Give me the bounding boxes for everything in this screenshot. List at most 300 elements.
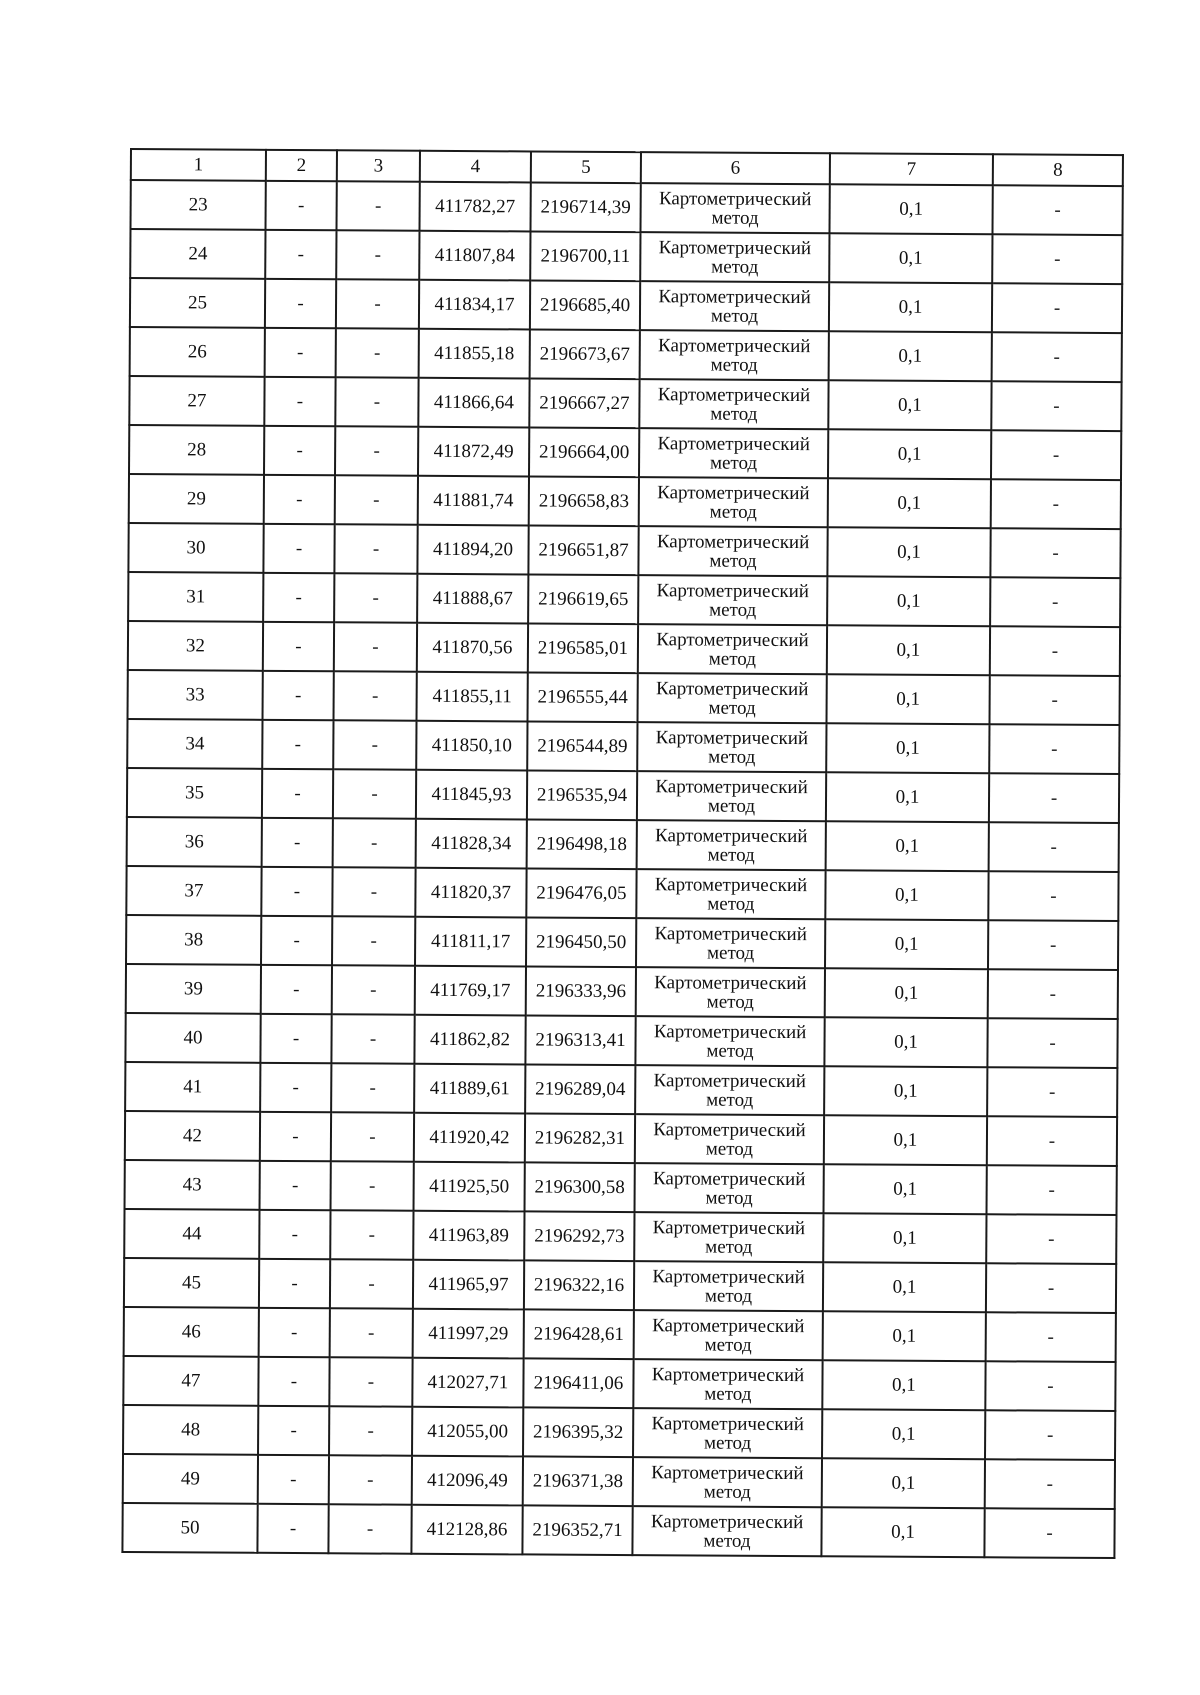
point-number-cell: 24 bbox=[130, 229, 265, 279]
x-coordinate-cell: 411894,20 bbox=[417, 525, 528, 575]
x-coordinate-cell: 411807,84 bbox=[419, 231, 530, 281]
column-8-cell: - bbox=[987, 1067, 1117, 1117]
accuracy-cell: 0,1 bbox=[829, 331, 992, 381]
method-line-2: метод bbox=[711, 256, 759, 278]
method-line-1: Картометрический bbox=[654, 972, 807, 995]
y-coordinate-cell: 2196714,39 bbox=[530, 182, 640, 232]
column-8-cell: - bbox=[991, 381, 1121, 431]
x-coordinate-cell: 411872,49 bbox=[418, 427, 529, 477]
method-line-1: Картометрический bbox=[657, 384, 811, 407]
column-8-cell: - bbox=[989, 724, 1119, 774]
point-number-cell: 45 bbox=[124, 1258, 259, 1308]
point-number-cell: 41 bbox=[125, 1062, 260, 1112]
point-number-cell: 48 bbox=[123, 1405, 258, 1455]
accuracy-cell: 0,1 bbox=[823, 1311, 986, 1361]
column-2-cell: - bbox=[262, 769, 333, 818]
y-coordinate-cell: 2196535,94 bbox=[527, 770, 637, 820]
column-2-cell: - bbox=[266, 181, 337, 230]
method-cell bbox=[638, 673, 827, 723]
y-coordinate-cell: 2196685,40 bbox=[530, 280, 640, 330]
method-line-1: Картометрический bbox=[655, 727, 809, 750]
table-row bbox=[127, 817, 1119, 872]
method-line-2: метод bbox=[704, 1334, 752, 1356]
column-3-cell: - bbox=[332, 965, 415, 1015]
point-number-cell: 44 bbox=[124, 1209, 259, 1259]
method-line-2: метод bbox=[708, 697, 756, 719]
method-cell bbox=[634, 1310, 823, 1360]
method-cell bbox=[636, 869, 825, 919]
method-line-2: метод bbox=[703, 1530, 751, 1552]
method-line-1: Картометрический bbox=[654, 874, 808, 897]
column-8-cell: - bbox=[989, 773, 1119, 823]
y-coordinate-cell: 2196658,83 bbox=[529, 476, 639, 526]
column-8-cell: - bbox=[990, 577, 1120, 627]
accuracy-cell: 0,1 bbox=[822, 1360, 985, 1410]
method-line-2: метод bbox=[709, 501, 757, 523]
header-cell-4: 4 bbox=[420, 151, 531, 183]
column-8-cell: - bbox=[984, 1508, 1114, 1558]
table-row bbox=[131, 180, 1123, 235]
column-3-cell: - bbox=[336, 279, 419, 329]
method-line-2: метод bbox=[706, 991, 754, 1013]
column-2-cell: - bbox=[263, 524, 334, 573]
method-line-2: метод bbox=[704, 1285, 753, 1307]
method-line-1: Картометрический bbox=[653, 1021, 807, 1044]
point-number-cell: 39 bbox=[126, 964, 261, 1014]
x-coordinate-cell: 411866,64 bbox=[418, 378, 529, 428]
table-row bbox=[126, 964, 1118, 1019]
method-line-2: метод bbox=[707, 795, 756, 817]
column-3-cell: - bbox=[329, 1406, 412, 1456]
method-line-2: метод bbox=[705, 1236, 753, 1258]
column-3-cell: - bbox=[331, 1161, 414, 1211]
x-coordinate-cell: 411782,27 bbox=[419, 182, 530, 232]
column-2-cell: - bbox=[261, 965, 332, 1014]
method-line-2: метод bbox=[703, 1481, 751, 1503]
accuracy-cell: 0,1 bbox=[821, 1507, 984, 1557]
header-cell-7: 7 bbox=[830, 153, 993, 185]
point-number-cell: 29 bbox=[129, 474, 264, 524]
point-number-cell: 47 bbox=[123, 1356, 258, 1406]
accuracy-cell: 0,1 bbox=[828, 380, 991, 430]
method-line-1: Картометрический bbox=[657, 482, 810, 505]
point-number-cell: 28 bbox=[129, 425, 264, 475]
column-2-cell: - bbox=[264, 426, 335, 475]
y-coordinate-cell: 2196289,04 bbox=[525, 1064, 635, 1114]
x-coordinate-cell: 411963,89 bbox=[413, 1211, 524, 1261]
point-number-cell: 30 bbox=[128, 523, 263, 573]
column-2-cell: - bbox=[263, 671, 334, 720]
method-line-1: Картометрический bbox=[658, 188, 812, 211]
method-line-1: Картометрический bbox=[652, 1315, 805, 1338]
x-coordinate-cell: 412027,71 bbox=[412, 1358, 523, 1408]
method-cell bbox=[639, 379, 828, 429]
header-cell-6: 6 bbox=[641, 152, 830, 184]
accuracy-cell: 0,1 bbox=[827, 576, 990, 626]
accuracy-cell: 0,1 bbox=[829, 282, 992, 332]
method-cell bbox=[634, 1212, 823, 1262]
method-line-1: Картометрический bbox=[653, 1119, 806, 1142]
x-coordinate-cell: 411881,74 bbox=[418, 476, 529, 526]
x-coordinate-cell: 411888,67 bbox=[417, 574, 528, 624]
method-line-1: Картометрический bbox=[658, 335, 811, 358]
column-2-cell: - bbox=[263, 573, 334, 622]
method-cell bbox=[633, 1457, 822, 1507]
method-cell bbox=[640, 281, 829, 331]
accuracy-cell: 0,1 bbox=[827, 527, 990, 577]
table-row bbox=[125, 1111, 1117, 1166]
method-cell bbox=[639, 428, 828, 478]
column-8-cell: - bbox=[989, 822, 1119, 872]
method-cell bbox=[637, 722, 826, 772]
table-row bbox=[125, 1013, 1117, 1068]
x-coordinate-cell: 412096,49 bbox=[412, 1456, 523, 1506]
column-8-cell: - bbox=[988, 920, 1118, 970]
column-3-cell: - bbox=[334, 573, 417, 623]
column-8-cell: - bbox=[985, 1459, 1115, 1509]
y-coordinate-cell: 2196371,38 bbox=[523, 1456, 633, 1506]
method-line-1: Картометрический bbox=[654, 923, 807, 946]
header-cell-5: 5 bbox=[531, 151, 641, 183]
point-number-cell: 40 bbox=[125, 1013, 260, 1063]
method-cell bbox=[637, 820, 826, 870]
column-3-cell: - bbox=[330, 1308, 413, 1358]
column-3-cell: - bbox=[333, 769, 416, 819]
table-row bbox=[127, 768, 1119, 823]
method-line-2: метод bbox=[705, 1187, 753, 1209]
y-coordinate-cell: 2196673,67 bbox=[530, 329, 640, 379]
point-number-cell: 23 bbox=[131, 180, 266, 230]
header-cell-1: 1 bbox=[131, 149, 266, 181]
method-line-2: метод bbox=[704, 1383, 752, 1405]
point-number-cell: 25 bbox=[130, 278, 265, 328]
header-cell-2: 2 bbox=[266, 150, 337, 181]
column-3-cell: - bbox=[331, 1112, 414, 1162]
y-coordinate-cell: 2196544,89 bbox=[527, 721, 637, 771]
method-line-1: Картометрический bbox=[658, 286, 811, 309]
point-number-cell: 50 bbox=[122, 1503, 257, 1553]
column-2-cell: - bbox=[265, 279, 336, 328]
x-coordinate-cell: 411920,42 bbox=[414, 1113, 525, 1163]
point-number-cell: 34 bbox=[127, 719, 262, 769]
method-line-1: Картометрический bbox=[652, 1217, 806, 1240]
column-8-cell: - bbox=[990, 626, 1120, 676]
column-8-cell: - bbox=[985, 1410, 1115, 1460]
method-cell bbox=[636, 967, 825, 1017]
method-cell bbox=[636, 918, 825, 968]
point-number-cell: 35 bbox=[127, 768, 262, 818]
y-coordinate-cell: 2196700,11 bbox=[530, 231, 640, 281]
table-body bbox=[122, 149, 1123, 1558]
y-coordinate-cell: 2196322,16 bbox=[524, 1260, 634, 1310]
column-2-cell: - bbox=[260, 1161, 331, 1210]
table-row bbox=[123, 1356, 1115, 1411]
point-number-cell: 43 bbox=[125, 1160, 260, 1210]
column-3-cell: - bbox=[330, 1210, 413, 1260]
method-line-2: метод bbox=[706, 1089, 754, 1111]
column-3-cell: - bbox=[330, 1259, 413, 1309]
method-line-2: метод bbox=[709, 550, 757, 572]
table-row bbox=[128, 572, 1120, 627]
method-line-1: Картометрический bbox=[656, 629, 809, 652]
column-2-cell: - bbox=[262, 720, 333, 769]
column-3-cell: - bbox=[329, 1455, 412, 1505]
accuracy-cell: 0,1 bbox=[824, 1017, 987, 1067]
point-number-cell: 27 bbox=[129, 376, 264, 426]
method-cell bbox=[638, 624, 827, 674]
column-2-cell: - bbox=[261, 867, 332, 916]
y-coordinate-cell: 2196619,65 bbox=[528, 574, 638, 624]
accuracy-cell: 0,1 bbox=[822, 1409, 985, 1459]
method-cell bbox=[637, 771, 826, 821]
method-line-2: метод bbox=[710, 354, 758, 376]
method-line-1: Картометрический bbox=[650, 1511, 804, 1534]
method-line-2: метод bbox=[709, 599, 757, 621]
column-3-cell: - bbox=[335, 377, 418, 427]
column-2-cell: - bbox=[261, 916, 332, 965]
column-2-cell: - bbox=[265, 328, 336, 377]
x-coordinate-cell: 411811,17 bbox=[415, 917, 526, 967]
accuracy-cell: 0,1 bbox=[826, 674, 989, 724]
column-3-cell: - bbox=[334, 622, 417, 672]
accuracy-cell: 0,1 bbox=[826, 723, 989, 773]
point-number-cell: 36 bbox=[127, 817, 262, 867]
column-3-cell: - bbox=[329, 1357, 412, 1407]
method-line-1: Картометрический bbox=[651, 1364, 805, 1387]
column-3-cell: - bbox=[337, 181, 420, 231]
method-cell bbox=[640, 183, 829, 233]
column-3-cell: - bbox=[334, 671, 417, 721]
accuracy-cell: 0,1 bbox=[825, 870, 988, 920]
point-number-cell: 26 bbox=[130, 327, 265, 377]
column-2-cell: - bbox=[258, 1357, 329, 1406]
table-row bbox=[124, 1209, 1116, 1264]
x-coordinate-cell: 411834,17 bbox=[419, 280, 530, 330]
column-2-cell: - bbox=[263, 622, 334, 671]
y-coordinate-cell: 2196498,18 bbox=[527, 819, 637, 869]
column-2-cell: - bbox=[262, 818, 333, 867]
x-coordinate-cell: 411925,50 bbox=[414, 1162, 525, 1212]
method-line-2: метод bbox=[708, 746, 756, 768]
method-line-1: Картометрический bbox=[656, 531, 810, 554]
table-row bbox=[125, 1160, 1117, 1215]
table-row bbox=[124, 1258, 1116, 1313]
column-2-cell: - bbox=[259, 1308, 330, 1357]
column-3-cell: - bbox=[334, 524, 417, 574]
column-8-cell: - bbox=[991, 479, 1121, 529]
coordinates-table bbox=[121, 148, 1124, 1559]
column-3-cell: - bbox=[335, 426, 418, 476]
column-3-cell: - bbox=[328, 1504, 411, 1554]
column-8-cell: - bbox=[991, 430, 1121, 480]
table-row bbox=[125, 1062, 1117, 1117]
column-8-cell: - bbox=[992, 283, 1122, 333]
column-2-cell: - bbox=[257, 1504, 328, 1553]
column-3-cell: - bbox=[332, 867, 415, 917]
column-3-cell: - bbox=[331, 1014, 414, 1064]
method-cell bbox=[635, 1163, 824, 1213]
x-coordinate-cell: 411855,18 bbox=[419, 329, 530, 379]
column-3-cell: - bbox=[333, 720, 416, 770]
column-2-cell: - bbox=[258, 1455, 329, 1504]
column-8-cell: - bbox=[987, 1116, 1117, 1166]
x-coordinate-cell: 411850,10 bbox=[416, 721, 527, 771]
point-number-cell: 38 bbox=[126, 915, 261, 965]
header-cell-8: 8 bbox=[993, 154, 1123, 186]
method-cell bbox=[634, 1261, 823, 1311]
table-row bbox=[124, 1307, 1116, 1362]
table-row bbox=[129, 474, 1121, 529]
column-2-cell: - bbox=[264, 377, 335, 426]
column-3-cell: - bbox=[332, 916, 415, 966]
accuracy-cell: 0,1 bbox=[824, 1164, 987, 1214]
y-coordinate-cell: 2196352,71 bbox=[522, 1505, 632, 1555]
y-coordinate-cell: 2196664,00 bbox=[529, 427, 639, 477]
accuracy-cell: 0,1 bbox=[826, 772, 989, 822]
method-line-1: Картометрический bbox=[658, 237, 812, 260]
column-8-cell: - bbox=[992, 185, 1122, 235]
table-row bbox=[128, 670, 1120, 725]
x-coordinate-cell: 411870,56 bbox=[417, 623, 528, 673]
column-8-cell: - bbox=[987, 1165, 1117, 1215]
method-line-2: метод bbox=[710, 305, 759, 327]
accuracy-cell: 0,1 bbox=[824, 1115, 987, 1165]
table-row bbox=[130, 327, 1122, 382]
x-coordinate-cell: 411855,11 bbox=[417, 672, 528, 722]
method-cell bbox=[635, 1065, 824, 1115]
method-line-1: Картометрический bbox=[655, 678, 809, 701]
accuracy-cell: 0,1 bbox=[822, 1458, 985, 1508]
method-cell bbox=[633, 1359, 822, 1409]
y-coordinate-cell: 2196667,27 bbox=[529, 378, 639, 428]
method-cell bbox=[639, 477, 828, 527]
y-coordinate-cell: 2196476,05 bbox=[526, 868, 636, 918]
column-2-cell: - bbox=[260, 1014, 331, 1063]
point-number-cell: 31 bbox=[128, 572, 263, 622]
column-8-cell: - bbox=[986, 1312, 1116, 1362]
method-line-2: метод bbox=[710, 403, 758, 425]
method-line-1: Картометрический bbox=[657, 433, 810, 456]
accuracy-cell: 0,1 bbox=[829, 184, 992, 234]
x-coordinate-cell: 412055,00 bbox=[412, 1407, 523, 1457]
column-2-cell: - bbox=[259, 1210, 330, 1259]
header-cell-3: 3 bbox=[337, 150, 420, 182]
y-coordinate-cell: 2196651,87 bbox=[528, 525, 638, 575]
x-coordinate-cell: 411820,37 bbox=[415, 868, 526, 918]
y-coordinate-cell: 2196411,06 bbox=[523, 1358, 633, 1408]
method-line-2: метод bbox=[706, 942, 755, 964]
column-8-cell: - bbox=[987, 1018, 1117, 1068]
x-coordinate-cell: 411889,61 bbox=[414, 1064, 525, 1114]
method-line-1: Картометрический bbox=[656, 580, 810, 603]
column-3-cell: - bbox=[333, 818, 416, 868]
column-3-cell: - bbox=[335, 475, 418, 525]
column-2-cell: - bbox=[265, 230, 336, 279]
y-coordinate-cell: 2196292,73 bbox=[524, 1211, 634, 1261]
table-row bbox=[128, 523, 1120, 578]
method-cell bbox=[640, 330, 829, 380]
method-line-2: метод bbox=[709, 452, 758, 474]
table-row bbox=[129, 376, 1121, 431]
point-number-cell: 37 bbox=[126, 866, 261, 916]
y-coordinate-cell: 2196395,32 bbox=[523, 1407, 633, 1457]
method-line-1: Картометрический bbox=[652, 1266, 805, 1289]
accuracy-cell: 0,1 bbox=[828, 478, 991, 528]
method-line-1: Картометрический bbox=[651, 1413, 804, 1436]
table-row bbox=[129, 425, 1121, 480]
column-8-cell: - bbox=[992, 234, 1122, 284]
column-8-cell: - bbox=[988, 871, 1118, 921]
method-line-2: метод bbox=[708, 648, 757, 670]
column-2-cell: - bbox=[259, 1259, 330, 1308]
point-number-cell: 46 bbox=[124, 1307, 259, 1357]
point-number-cell: 32 bbox=[128, 621, 263, 671]
column-8-cell: - bbox=[986, 1263, 1116, 1313]
x-coordinate-cell: 412128,86 bbox=[411, 1505, 522, 1555]
method-line-2: метод bbox=[705, 1138, 754, 1160]
method-line-2: метод bbox=[707, 893, 755, 915]
column-3-cell: - bbox=[336, 230, 419, 280]
method-cell bbox=[632, 1506, 821, 1556]
column-8-cell: - bbox=[990, 528, 1120, 578]
table-row bbox=[127, 719, 1119, 774]
x-coordinate-cell: 411862,82 bbox=[414, 1015, 525, 1065]
method-cell bbox=[633, 1408, 822, 1458]
method-cell bbox=[638, 575, 827, 625]
method-line-1: Картометрический bbox=[652, 1168, 806, 1191]
y-coordinate-cell: 2196450,50 bbox=[526, 917, 636, 967]
accuracy-cell: 0,1 bbox=[828, 429, 991, 479]
method-cell bbox=[635, 1016, 824, 1066]
x-coordinate-cell: 411965,97 bbox=[413, 1260, 524, 1310]
column-8-cell: - bbox=[992, 332, 1122, 382]
column-8-cell: - bbox=[985, 1361, 1115, 1411]
column-2-cell: - bbox=[260, 1112, 331, 1161]
y-coordinate-cell: 2196585,01 bbox=[528, 623, 638, 673]
table-row bbox=[130, 278, 1122, 333]
x-coordinate-cell: 411997,29 bbox=[413, 1309, 524, 1359]
method-cell bbox=[635, 1114, 824, 1164]
table-row bbox=[123, 1454, 1115, 1509]
accuracy-cell: 0,1 bbox=[824, 1066, 987, 1116]
column-3-cell: - bbox=[331, 1063, 414, 1113]
column-2-cell: - bbox=[260, 1063, 331, 1112]
method-line-2: метод bbox=[703, 1432, 752, 1454]
method-line-1: Картометрический bbox=[653, 1070, 807, 1093]
y-coordinate-cell: 2196282,31 bbox=[525, 1113, 635, 1163]
accuracy-cell: 0,1 bbox=[826, 821, 989, 871]
y-coordinate-cell: 2196555,44 bbox=[528, 672, 638, 722]
method-line-1: Картометрический bbox=[655, 776, 808, 799]
x-coordinate-cell: 411769,17 bbox=[415, 966, 526, 1016]
method-cell bbox=[640, 232, 829, 282]
y-coordinate-cell: 2196333,96 bbox=[526, 966, 636, 1016]
y-coordinate-cell: 2196300,58 bbox=[525, 1162, 635, 1212]
accuracy-cell: 0,1 bbox=[829, 233, 992, 283]
accuracy-cell: 0,1 bbox=[823, 1213, 986, 1263]
accuracy-cell: 0,1 bbox=[823, 1262, 986, 1312]
y-coordinate-cell: 2196313,41 bbox=[525, 1015, 635, 1065]
column-3-cell: - bbox=[336, 328, 419, 378]
column-2-cell: - bbox=[264, 475, 335, 524]
accuracy-cell: 0,1 bbox=[827, 625, 990, 675]
method-line-2: метод bbox=[706, 1040, 754, 1062]
column-2-cell: - bbox=[258, 1406, 329, 1455]
table-row bbox=[126, 915, 1118, 970]
method-cell bbox=[638, 526, 827, 576]
point-number-cell: 49 bbox=[123, 1454, 258, 1504]
table-row bbox=[130, 229, 1122, 284]
